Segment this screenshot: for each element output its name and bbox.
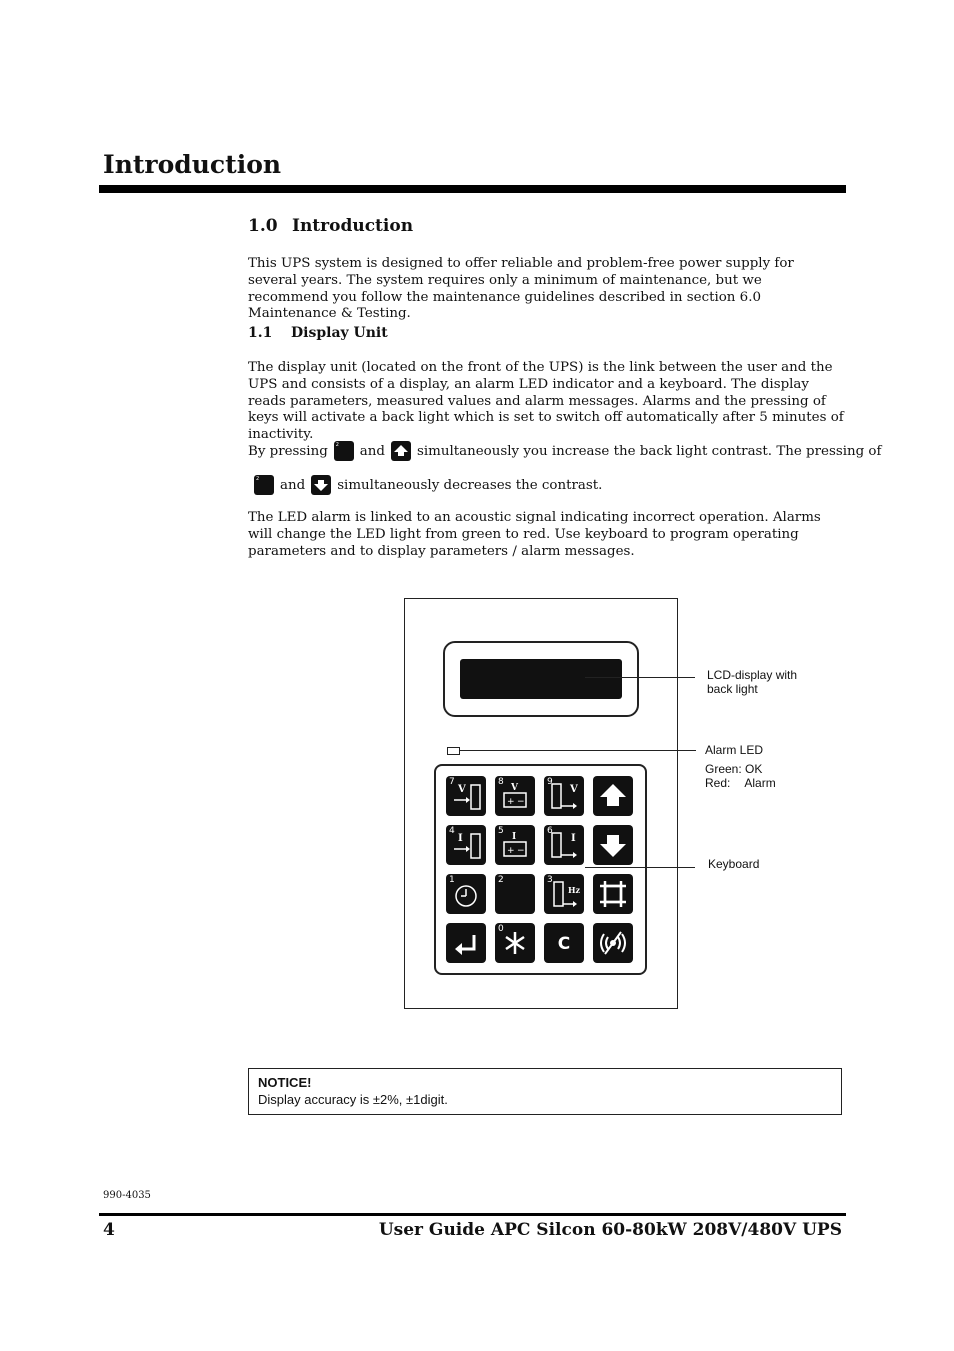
subsection-heading [248, 325, 388, 341]
current-out-key[interactable]: 6 I [544, 825, 584, 865]
subsection-number: 1.1 [248, 325, 273, 341]
voltage-out-icon [544, 776, 584, 816]
display-unit-paragraph: The display unit (located on the front of the UPS) is the link between the user and the UPS and consists of a display, an alarm LED indicator and a keyboard. The display reads parameters, measured values and alarm messages. Alarms and the pressing of keys will activate a back light which is set to switch off automatically after 5 minutes of inactivity. [248, 360, 844, 443]
frequency-out-key[interactable]: 3 Hz [544, 874, 584, 914]
footer-rule [99, 1213, 846, 1216]
current-in-key[interactable]: 4 I [446, 825, 486, 865]
contrast-lead-text: By pressing [248, 443, 328, 459]
svg-text:V: V [458, 784, 466, 795]
alarm-led-callout: Alarm LED [705, 743, 764, 757]
battery-voltage-key[interactable]: 8 V + − [495, 776, 535, 816]
alarm-sound-key[interactable] [593, 923, 633, 963]
arrow-up-icon [593, 776, 633, 816]
asterisk-icon [495, 923, 535, 963]
arrow-down-icon [593, 825, 633, 865]
lcd-callout: LCD-display with back light [707, 668, 798, 696]
subsection-title: Display Unit [291, 325, 388, 341]
svg-text:Hz: Hz [568, 885, 581, 895]
current-in-icon [446, 825, 486, 865]
frame-icon [593, 874, 633, 914]
contrast-and-text: and [359, 443, 385, 459]
asterisk-key[interactable]: 0 [495, 923, 535, 963]
voltage-in-key[interactable]: 7 V [446, 776, 486, 816]
enter-key[interactable] [446, 923, 486, 963]
footer-title: User Guide APC Silcon 60-80kW 208V/480V UPS [378, 1220, 842, 1240]
svg-text:−: − [517, 846, 525, 856]
contrast-decrease-text: simultaneously decreases the contrast. [337, 477, 603, 493]
keyboard-leader-line [585, 867, 695, 868]
led-red-label: Red: [705, 776, 731, 790]
notice-box [248, 1068, 842, 1115]
arrow-down-key-icon [311, 475, 331, 495]
intro-paragraph: This UPS system is designed to offer reliable and problem-free power supply for several years. The system requires only a minimum of maintenance, but we recommend you follow the maintenance guidelines described in section 6.0 Maintenance & Testing. [248, 256, 794, 322]
keyboard [434, 764, 647, 975]
clock-icon [446, 874, 486, 914]
notice-title: NOTICE! [258, 1075, 312, 1090]
keyboard-callout: Keyboard [708, 857, 760, 871]
battery-voltage-icon [495, 776, 535, 816]
section-title: Introduction [292, 216, 414, 236]
contrast-increase-line [248, 438, 881, 464]
page-title: Introduction [103, 150, 282, 179]
arrow-up-key[interactable] [593, 776, 633, 816]
clear-key[interactable] [544, 923, 584, 963]
contrast-increase-text: simultaneously you increase the back light contrast. The pressing of [416, 443, 882, 459]
clear-icon [544, 923, 584, 963]
page-number: 4 [103, 1220, 115, 1240]
svg-text:+: + [507, 797, 515, 807]
lcd-display [460, 659, 622, 699]
alarm-led [447, 747, 460, 755]
voltage-in-icon [446, 776, 486, 816]
svg-text:I: I [512, 832, 517, 842]
current-out-icon [544, 825, 584, 865]
led-alarm-paragraph: The LED alarm is linked to an acoustic signal indicating incorrect operation. Alarms will change the LED light from green to red. Use keyboard to program operating parameters and to display parameters / alarm messages. [248, 510, 821, 559]
arrow-up-key-icon [391, 441, 411, 461]
lcd-leader-line [585, 677, 695, 678]
key-2-icon: 2 [254, 475, 274, 495]
led-green-legend: Green: OK [705, 762, 763, 776]
contrast-and-text: and [280, 477, 306, 493]
key-2-icon: 2 [334, 441, 354, 461]
battery-current-key[interactable]: 5 I + − [495, 825, 535, 865]
section-number: 1.0 [248, 216, 278, 236]
alarm-led-leader-line [460, 750, 696, 751]
clock-key[interactable]: 1 [446, 874, 486, 914]
voltage-out-key[interactable]: 9 V [544, 776, 584, 816]
svg-text:I: I [571, 833, 576, 844]
battery-current-icon [495, 825, 535, 865]
key-2[interactable]: 2 [495, 874, 535, 914]
led-red-legend [705, 776, 776, 790]
led-red-value: Alarm [744, 776, 776, 790]
frequency-out-icon [544, 874, 584, 914]
notice-text: Display accuracy is ±2%, ±1digit. [258, 1092, 448, 1107]
frame-key[interactable] [593, 874, 633, 914]
svg-text:V: V [511, 783, 518, 793]
svg-text:C: C [557, 934, 571, 954]
svg-text:−: − [517, 797, 525, 807]
svg-text:V: V [570, 784, 578, 795]
section-heading [248, 216, 413, 236]
enter-icon [446, 923, 486, 963]
alarm-sound-icon [593, 923, 633, 963]
arrow-down-key[interactable] [593, 825, 633, 865]
svg-text:I: I [458, 833, 463, 844]
svg-text:+: + [507, 846, 515, 856]
contrast-decrease-line [248, 472, 602, 498]
document-number: 990-4035 [103, 1190, 151, 1201]
title-rule [99, 185, 846, 193]
